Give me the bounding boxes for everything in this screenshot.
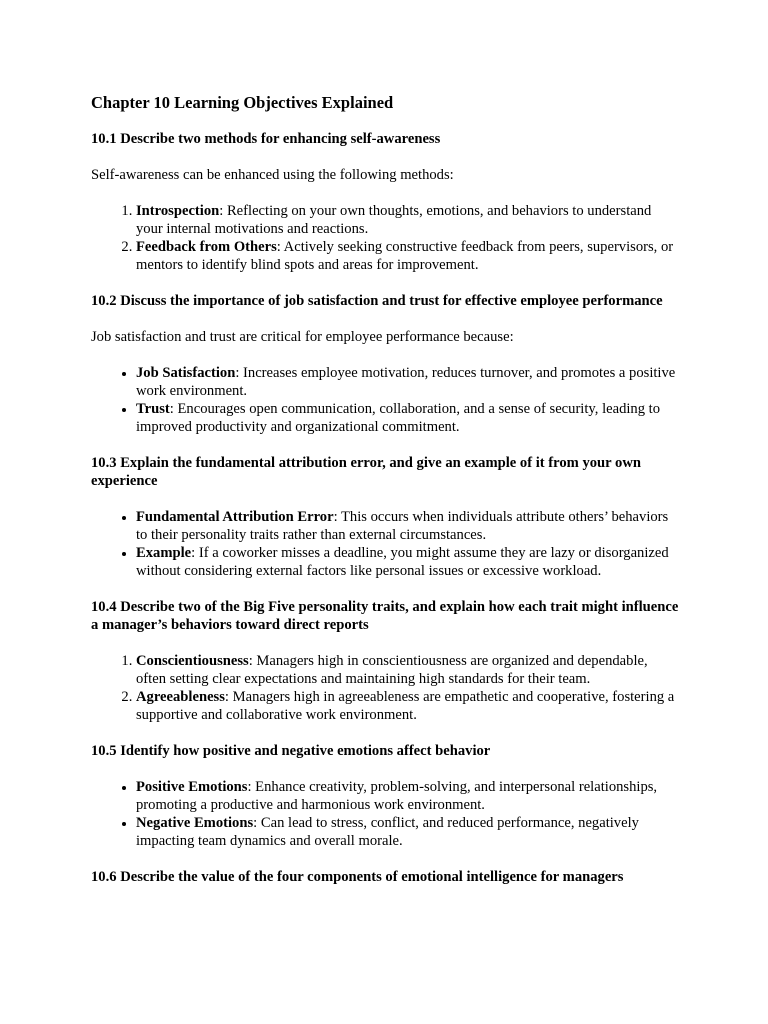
list-item-text: : If a coworker misses a deadline, you might assume they are lazy or disorganized without considering external factors like personal issues or excessive workload. <box>136 545 669 579</box>
numbered-list-10-4 <box>91 652 681 724</box>
section-intro-10-1: Self-awareness can be enhanced using the following methods: <box>91 167 454 183</box>
list-item-text: : Managers high in agreeableness are empathetic and cooperative, fostering a supportive and collaborative work environment. <box>136 689 675 723</box>
bullet-list-10-5 <box>91 778 681 850</box>
list-item <box>136 400 681 436</box>
list-item-term: Agreeableness <box>136 689 225 705</box>
section-heading-10-6: 10.6 Describe the value of the four components of emotional intelligence for managers <box>91 869 624 885</box>
list-item-text: : Can lead to stress, conflict, and reduced performance, negatively impacting team dynamics and overall morale. <box>136 815 639 849</box>
section-heading-10-4: 10.4 Describe two of the Big Five personality traits, and explain how each trait might influence a manager’s behaviors toward direct reports <box>91 599 679 633</box>
section-intro-10-2: Job satisfaction and trust are critical for employee performance because: <box>91 329 514 345</box>
list-item <box>136 688 681 724</box>
list-item-term: Conscientiousness <box>136 653 249 669</box>
bullet-list-10-2 <box>91 364 681 436</box>
list-item-term: Fundamental Attribution Error <box>136 509 334 525</box>
document-title: Chapter 10 Learning Objectives Explained <box>91 93 394 112</box>
list-item-term: Negative Emotions <box>136 815 254 831</box>
list-item-text: : This occurs when individuals attribute others’ behaviors to their personality traits rather than external circumstances. <box>136 509 669 543</box>
list-item-text: : Increases employee motivation, reduces turnover, and promotes a positive work environment. <box>136 365 676 399</box>
section-heading-10-3: 10.3 Explain the fundamental attribution error, and give an example of it from your own experience <box>91 455 641 489</box>
list-item-term: Positive Emotions <box>136 779 248 795</box>
list-item <box>136 508 681 544</box>
list-item-term: Trust <box>136 401 170 417</box>
section-heading-10-2: 10.2 Discuss the importance of job satisfaction and trust for effective employee performance <box>91 293 663 309</box>
list-item-term: Feedback from Others <box>136 239 277 255</box>
list-item-text: : Reflecting on your own thoughts, emotions, and behaviors to understand your internal motivations and reactions. <box>136 203 652 237</box>
list-item-term: Example <box>136 545 192 561</box>
section-heading-10-5: 10.5 Identify how positive and negative emotions affect behavior <box>91 743 491 759</box>
list-item <box>136 778 681 814</box>
bullet-list-10-3 <box>91 508 681 580</box>
list-item <box>136 364 681 400</box>
list-item-text: : Encourages open communication, collaboration, and a sense of security, leading to improved productivity and organizational commitment. <box>136 401 661 435</box>
list-item <box>136 652 681 688</box>
section-heading-10-1: 10.1 Describe two methods for enhancing self-awareness <box>91 131 441 147</box>
document-page <box>91 92 681 904</box>
list-item-text: : Actively seeking constructive feedback from peers, supervisors, or mentors to identify blind spots and areas for improvement. <box>136 239 674 273</box>
numbered-list-10-1 <box>91 202 681 274</box>
list-item-term: Job Satisfaction <box>136 365 236 381</box>
list-item <box>136 814 681 850</box>
list-item-term: Introspection <box>136 203 220 219</box>
list-item <box>136 544 681 580</box>
list-item-text: : Enhance creativity, problem-solving, and interpersonal relationships, promoting a productive and harmonious work environment. <box>136 779 658 813</box>
list-item <box>136 202 681 238</box>
list-item <box>136 238 681 274</box>
list-item-text: : Managers high in conscientiousness are organized and dependable, often setting clear expectations and maintaining high standards for their team. <box>136 653 648 687</box>
